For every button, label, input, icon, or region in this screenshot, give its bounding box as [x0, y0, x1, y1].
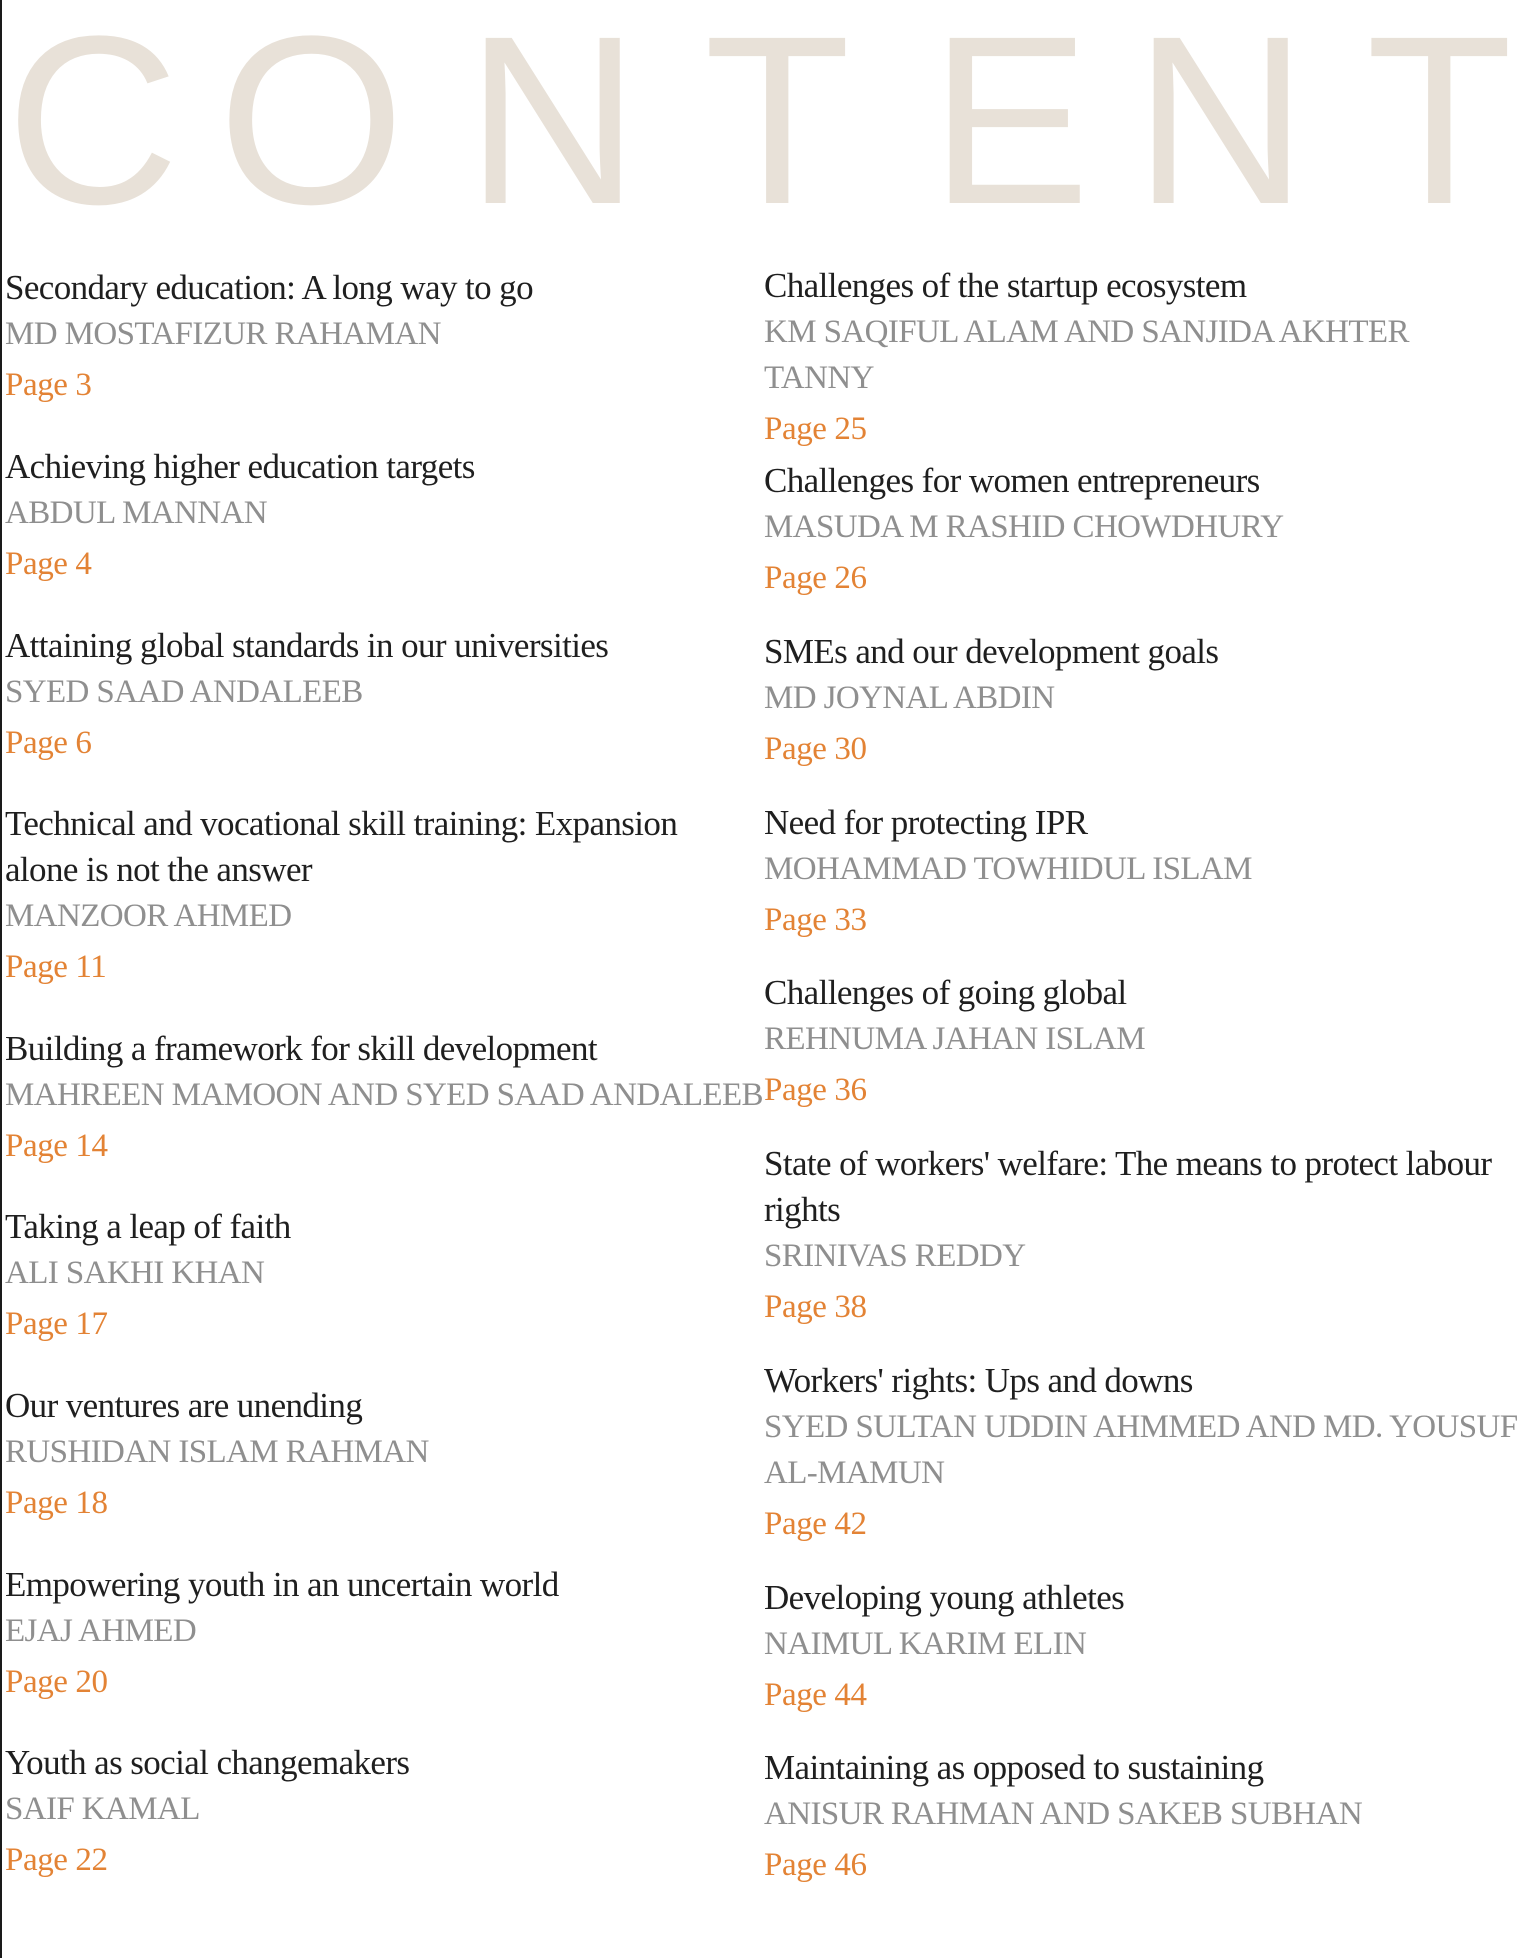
article-author: MASUDA M RASHID CHOWDHURY — [764, 509, 1284, 545]
contents-entry[interactable] — [764, 458, 1524, 601]
contents-entry[interactable] — [764, 1575, 1524, 1718]
contents-entry[interactable] — [5, 801, 765, 990]
article-page-link[interactable]: Page 25 — [764, 411, 867, 447]
article-title: Taking a leap of faith — [5, 1207, 291, 1246]
article-title: Need for protecting IPR — [764, 803, 1088, 842]
heading-letter: C — [6, 10, 180, 230]
article-author: MAHREEN MAMOON AND SYED SAAD ANDALEEB — [5, 1077, 763, 1113]
article-author: MD MOSTAFIZUR RAHAMAN — [5, 316, 441, 352]
article-title: Challenges of the startup ecosystem — [764, 266, 1247, 305]
article-title: Our ventures are unending — [5, 1386, 363, 1425]
article-title: Technical and vocational skill training: Expansion alone is not the answer — [5, 804, 678, 889]
article-title: Building a framework for skill development — [5, 1029, 598, 1068]
article-title: Workers' rights: Ups and downs — [764, 1361, 1193, 1400]
article-author: SYED SAAD ANDALEEB — [5, 674, 363, 710]
article-page-link[interactable]: Page 44 — [764, 1677, 867, 1713]
article-author: SYED SULTAN UDDIN AHMMED AND MD. YOUSUF AL-MAMUN — [764, 1409, 1518, 1491]
contents-entry[interactable] — [5, 623, 765, 766]
article-author: SAIF KAMAL — [5, 1791, 200, 1827]
article-author: REHNUMA JAHAN ISLAM — [764, 1021, 1145, 1057]
contents-entry[interactable] — [5, 1026, 765, 1169]
article-page-link[interactable]: Page 33 — [764, 902, 867, 938]
article-page-link[interactable]: Page 46 — [764, 1847, 867, 1883]
contents-entry[interactable] — [764, 800, 1524, 943]
article-title: Maintaining as opposed to sustaining — [764, 1748, 1264, 1787]
contents-entry[interactable] — [5, 1562, 765, 1705]
article-page-link[interactable]: Page 11 — [5, 949, 107, 985]
article-author: ABDUL MANNAN — [5, 495, 267, 531]
article-author: SRINIVAS REDDY — [764, 1238, 1026, 1274]
article-page-link[interactable]: Page 36 — [764, 1072, 867, 1108]
contents-entry[interactable] — [764, 1358, 1524, 1547]
article-author: RUSHIDAN ISLAM RAHMAN — [5, 1434, 429, 1470]
article-page-link[interactable]: Page 4 — [5, 546, 92, 582]
article-author: ALI SAKHI KHAN — [5, 1255, 265, 1291]
article-title: State of workers' welfare: The means to protect labour rights — [764, 1144, 1492, 1229]
article-page-link[interactable]: Page 3 — [5, 367, 92, 403]
article-author: MOHAMMAD TOWHIDUL ISLAM — [764, 851, 1252, 887]
heading-letter: N — [466, 10, 640, 230]
contents-entry[interactable] — [764, 263, 1524, 452]
article-page-link[interactable]: Page 6 — [5, 725, 92, 761]
article-page-link[interactable]: Page 20 — [5, 1664, 108, 1700]
contents-heading — [0, 10, 1535, 230]
contents-entry[interactable] — [5, 1740, 765, 1883]
contents-entry[interactable] — [764, 1141, 1524, 1330]
contents-entry[interactable] — [5, 1204, 765, 1347]
article-page-link[interactable]: Page 18 — [5, 1485, 108, 1521]
article-title: Challenges of going global — [764, 973, 1127, 1012]
article-page-link[interactable]: Page 17 — [5, 1306, 108, 1342]
article-author: EJAJ AHMED — [5, 1613, 197, 1649]
article-title: Developing young athletes — [764, 1578, 1125, 1617]
article-author: KM SAQIFUL ALAM AND SANJIDA AKHTER TANNY — [764, 314, 1409, 396]
article-title: Attaining global standards in our universities — [5, 626, 609, 665]
article-page-link[interactable]: Page 42 — [764, 1506, 867, 1542]
article-author: MD JOYNAL ABDIN — [764, 680, 1055, 716]
contents-entry[interactable] — [764, 629, 1524, 772]
contents-entry[interactable] — [764, 1745, 1524, 1888]
article-title: Achieving higher education targets — [5, 447, 475, 486]
heading-letter: T — [1366, 10, 1513, 230]
heading-letter: N — [1134, 10, 1308, 230]
left-border-rule — [0, 0, 2, 1958]
article-page-link[interactable]: Page 38 — [764, 1289, 867, 1325]
article-title: SMEs and our development goals — [764, 632, 1219, 671]
article-page-link[interactable]: Page 14 — [5, 1128, 108, 1164]
article-title: Challenges for women entrepreneurs — [764, 461, 1260, 500]
article-page-link[interactable]: Page 22 — [5, 1842, 108, 1878]
article-author: ANISUR RAHMAN AND SAKEB SUBHAN — [764, 1796, 1363, 1832]
contents-entry[interactable] — [5, 1383, 765, 1526]
article-page-link[interactable]: Page 26 — [764, 560, 867, 596]
heading-letter: E — [930, 10, 1091, 230]
article-page-link[interactable]: Page 30 — [764, 731, 867, 767]
heading-letter: T — [704, 10, 851, 230]
article-author: NAIMUL KARIM ELIN — [764, 1626, 1087, 1662]
heading-letter: O — [218, 10, 405, 230]
article-title: Empowering youth in an uncertain world — [5, 1565, 559, 1604]
contents-entry[interactable] — [5, 265, 765, 408]
contents-entry[interactable] — [764, 970, 1524, 1113]
contents-entry[interactable] — [5, 444, 765, 587]
article-title: Youth as social changemakers — [5, 1743, 410, 1782]
article-author: MANZOOR AHMED — [5, 898, 292, 934]
article-title: Secondary education: A long way to go — [5, 268, 533, 307]
